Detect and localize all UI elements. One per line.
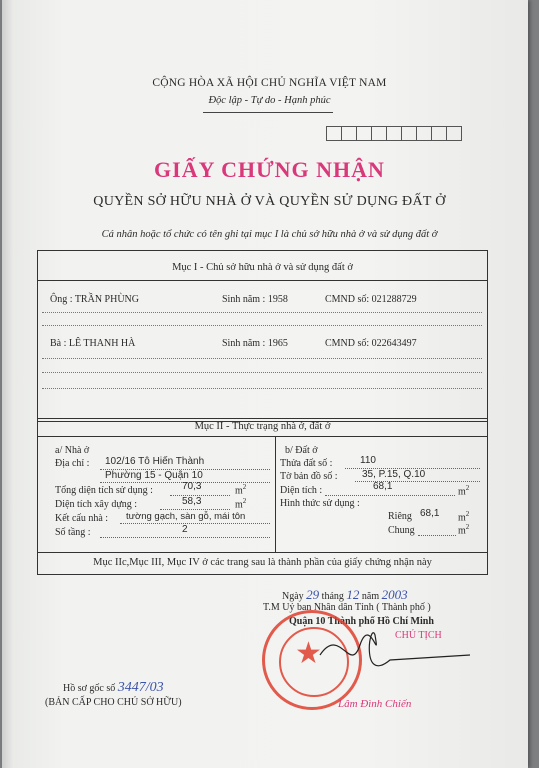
dotted-line xyxy=(42,388,482,389)
authority-line-1: T.M Uỷ ban Nhân dân Tỉnh ( Thành phố ) xyxy=(263,602,431,613)
floors-value: 2 xyxy=(182,524,188,535)
parcel-label: Thửa đất số : xyxy=(280,458,333,469)
owner-1-birth: Sinh năm : 1958 xyxy=(222,294,288,305)
parcel-value: 110 xyxy=(360,455,376,466)
section-1-rule xyxy=(37,280,488,281)
record-label: Hồ sơ gốc số 3447/03 xyxy=(63,680,164,695)
role-title: CHỦ TỊCH xyxy=(395,630,442,641)
dotted-line xyxy=(418,535,456,536)
serial-number-boxes xyxy=(327,126,462,141)
shared-unit: $m^2$ xyxy=(458,523,470,537)
built-area-value: 58,3 xyxy=(182,496,202,507)
built-area-unit: $m^2$ xyxy=(235,497,247,511)
section-2-heading: Mục II - Thực trạng nhà ở, đất ở xyxy=(194,421,331,432)
built-area-label: Diện tích xây dựng : xyxy=(55,499,138,510)
motto-underline xyxy=(203,112,333,113)
owner-1-id: CMND số: 021288729 xyxy=(325,294,417,305)
date-line: Ngày 29 tháng 12 năm 2003 xyxy=(282,587,408,602)
section-1-box xyxy=(37,250,488,422)
owner-1-name: Ông : TRẦN PHÙNG xyxy=(50,294,139,305)
section-2-bottom-rule xyxy=(37,552,488,553)
total-area-value: 70,3 xyxy=(182,481,202,492)
section-2-rule xyxy=(37,436,488,437)
authority-line-2: Quận 10 Thành phố Hồ Chí Minh xyxy=(289,616,434,627)
dotted-line xyxy=(42,358,482,359)
structure-value: tường gạch, sàn gỗ, mái tôn xyxy=(126,511,246,522)
signature-scribble xyxy=(300,615,480,695)
land-area-label: Diện tích : xyxy=(280,485,323,496)
signer-name: Lâm Đình Chiến xyxy=(338,698,412,710)
dotted-line xyxy=(160,509,230,510)
address-line-2: Phường 15 - Quận 10 xyxy=(105,470,203,481)
continuation-note: Mục IIc,Mục III, Mục IV ở các trang sau là thành phần của giấy chứng nhận này xyxy=(93,557,432,568)
floors-label: Số tầng : xyxy=(55,527,91,538)
certificate-subtitle: QUYỀN SỞ HỮU NHÀ Ở VÀ QUYỀN SỬ DỤNG ĐẤT Ở xyxy=(93,194,446,209)
dotted-line xyxy=(42,372,482,373)
dotted-line xyxy=(325,495,455,496)
section-1-heading: Mục I - Chủ sở hữu nhà ở và sử dụng đất ở xyxy=(172,262,353,273)
official-seal: ★ xyxy=(262,610,362,710)
map-value: 35, P.15, Q.10 xyxy=(362,469,426,480)
certificate-title: GIẤY CHỨNG NHẬN xyxy=(154,157,385,182)
motto: Độc lập - Tự do - Hạnh phúc xyxy=(208,95,331,106)
map-label: Tờ bản đồ số : xyxy=(280,471,338,482)
section-2-divider xyxy=(275,436,276,552)
owner-2-birth: Sinh năm : 1965 xyxy=(222,338,288,349)
total-area-label: Tổng diện tích sử dụng : xyxy=(55,485,153,496)
owner-2-name: Bà : LÊ THANH HÀ xyxy=(50,338,136,349)
address-line-1: 102/16 Tô Hiến Thành xyxy=(105,456,205,467)
private-value: 68,1 xyxy=(420,508,440,519)
dotted-line xyxy=(100,537,270,538)
intro-line: Cá nhân hoặc tổ chức có tên ghi tại mục I là chủ sở hữu nhà ở và sử dụng đất ở xyxy=(101,229,438,240)
land-area-unit: $m^2$ xyxy=(458,484,470,498)
dotted-line xyxy=(120,523,270,524)
address-label: Địa chỉ : xyxy=(55,458,90,469)
country-header: CỘNG HÒA XÃ HỘI CHỦ NGHĨA VIỆT NAM xyxy=(152,77,387,89)
land-area-value: 68,1 xyxy=(373,481,393,492)
total-area-unit: $m^2$ xyxy=(235,483,247,497)
private-label: Riêng xyxy=(388,511,412,522)
copy-note: (BẢN CẤP CHO CHỦ SỞ HỮU) xyxy=(45,697,182,708)
structure-label: Kết cấu nhà : xyxy=(55,513,109,524)
dotted-line xyxy=(42,325,482,326)
shared-label: Chung xyxy=(388,525,415,536)
private-unit: $m^2$ xyxy=(458,510,470,524)
land-label: b/ Đất ở xyxy=(285,445,318,456)
usage-label: Hình thức sử dụng : xyxy=(280,498,360,509)
dotted-line xyxy=(42,312,482,313)
owner-2-id: CMND số: 022643497 xyxy=(325,338,417,349)
house-label: a/ Nhà ở xyxy=(55,445,90,456)
